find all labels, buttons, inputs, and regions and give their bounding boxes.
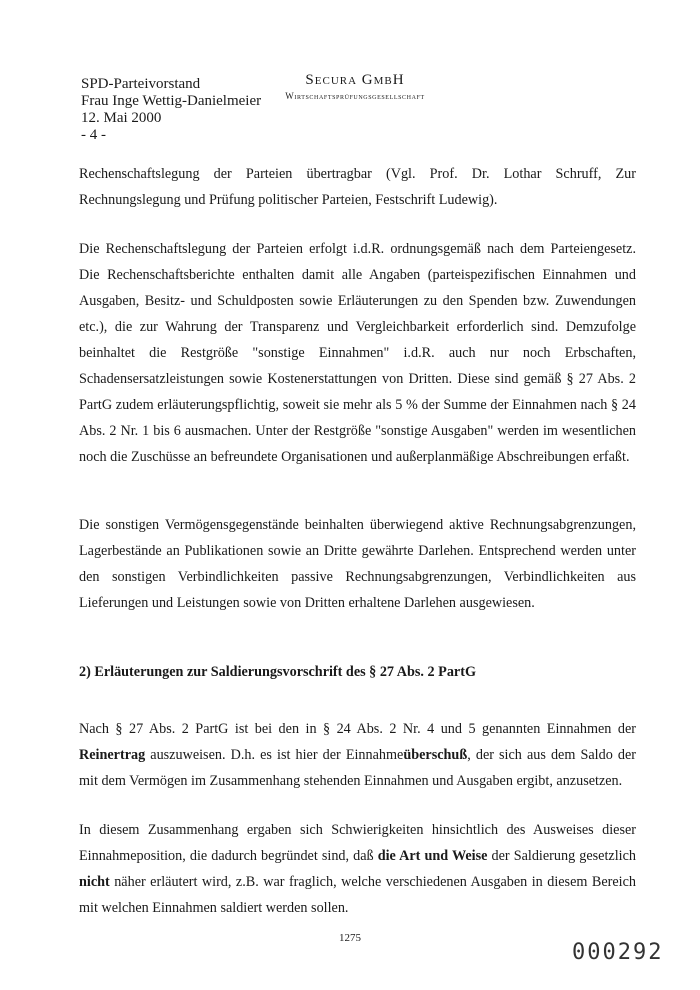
p5-text-a: In diesem Zusammenhang ergaben sich Schwierigkeiten hinsichtlich des Ausweises dieser Einnahmeposition, die dadurch begründet sind, daß: [79, 822, 636, 864]
archive-stamp-number: 000292: [572, 940, 664, 965]
section-heading: 2) Erläuterungen zur Saldierungsvorschrift des § 27 Abs. 2 PartG: [79, 664, 476, 680]
recipient-block: [81, 76, 261, 144]
company-subtitle: Wirtschaftsprüfungsgesellschaft: [285, 91, 425, 101]
p4-text-a: Nach § 27 Abs. 2 PartG ist bei den in § 24 Abs. 2 Nr. 4 und 5 genannten Einnahmen der: [79, 721, 636, 737]
paragraph-4: [79, 716, 636, 794]
paragraph-5: [79, 817, 636, 921]
company-name: Secura GmbH: [305, 72, 405, 88]
p5-bold-nicht: nicht: [79, 874, 110, 890]
p4-bold-ueberschuss: überschuß: [403, 747, 468, 763]
p5-text-c: der Saldierung gesetzlich: [487, 848, 636, 864]
page-marker: - 4 -: [81, 127, 106, 143]
recipient-org: SPD-Parteivorstand: [81, 76, 201, 92]
p5-text-e: näher erläutert wird, z.B. war fraglich, welche verschiedenen Ausgaben in diesem Bereich mit welchen Einnahmen saldiert werden sollen.: [79, 874, 636, 916]
paragraph-2: Die Rechenschaftslegung der Parteien erfolgt i.d.R. ordnungsgemäß nach dem Parteiengesetz. Die Rechenschaftsberichte enthalten damit alle Angaben (parteispezifischen Einnahmen und Ausgaben, Besitz- und Schuldposten sowie Erläuterungen zu den Spenden bzw. Zuwendungen etc.), die zur Wahrung der Transparenz und Vergleichbarkeit erforderlich sind. Demzufolge beinhaltet die Restgröße "sonstige Einnahmen" i.d.R. auch nur noch Erbschaften, Schadensersatzleistungen sowie Kostenerstattungen von Dritten. Diese sind gemäß § 27 Abs. 2 PartG zudem erläuterungspflichtig, soweit sie mehr als 5 % der Summe der Einnahmen nach § 24 Abs. 2 Nr. 1 bis 6 ausmachen. Unter der Restgröße "sonstige Ausgaben" werden im wesentlichen noch die Zuschüsse an befreundete Organisationen und außerplanmäßige Abschreibungen erfaßt.: [79, 241, 636, 465]
paragraph-3: Die sonstigen Vermögensgegenstände beinhalten überwiegend aktive Rechnungsabgrenzungen, Lagerbestände an Publikationen sowie an Dritte gewährte Darlehen. Entsprechend werden unter den sonstigen Verbindlichkeiten passive Rechnungsabgrenzungen, Verbindlichkeiten aus Lieferungen und Leistungen sowie von Dritten erhaltene Darlehen ausgewiesen.: [79, 517, 636, 611]
p5-bold-art-und-weise: die Art und Weise: [377, 848, 488, 864]
p4-text-c: auszuweisen. D.h. es ist hier der Einnahme: [145, 747, 404, 763]
recipient-name: Frau Inge Wettig-Danielmeier: [81, 93, 262, 109]
letter-date: 12. Mai 2000: [81, 110, 162, 126]
page-number: 1275: [339, 932, 361, 944]
p4-bold-reinertrag: Reinertrag: [79, 747, 146, 763]
p4-text-e: , der sich aus dem Saldo der mit dem Vermögen im Zusammenhang stehenden Einnahmen und Ausgaben ergibt, anzusetzen.: [79, 747, 636, 789]
paragraph-1: Rechenschaftslegung der Parteien übertragbar (Vgl. Prof. Dr. Lothar Schruff, Zur Rechnungslegung und Prüfung politischer Parteien, Festschrift Ludewig).: [79, 166, 636, 208]
company-letterhead: [260, 72, 450, 101]
